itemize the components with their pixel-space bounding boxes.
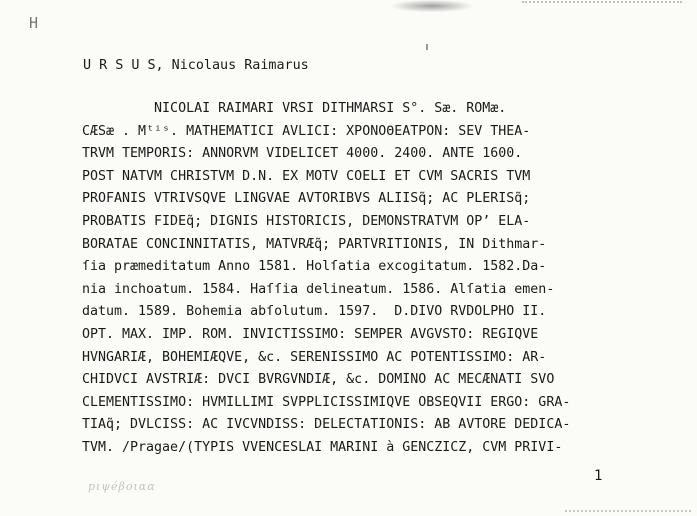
body-line: HVNGARIÆ, BOHEMIÆQVE, &c. SERENISSIMO AC POTENTISSIMO: AR- [82,349,547,365]
card-body [82,98,602,460]
ink-speck [426,44,428,50]
body-line: PROBATIS FIDEq̃; DIGNIS HISTORICIS, DEMONSTRATVM OP’ ELA- [82,213,531,229]
body-line: OPT. MAX. IMP. ROM. INVICTISSIMO: SEMPER AVGVSTO: REGIQVE [82,326,539,342]
body-line: NICOLAI RAIMARI VRSI DITHMARSI S°. Sæ. ROMæ. [82,101,507,116]
body-line: CLEMENTISSIMO: HVMILLIMI SVPPLICISSIMIQVE OBSEQVII ERGO: GRA- [82,394,571,410]
corner-mark: H [29,14,40,32]
body-line: POST NATVM CHRISTVM D.N. EX MOTV COELI ET CVM SACRIS TVM [82,168,531,184]
body-line: PROFANIS VTRIVSQVE LINGVAE AVTORIBVS ALIISq̃; AC PLERISq̃; [82,191,531,207]
body-line: datum. 1589. Bohemia abſolutum. 1597. D.DIVO RVDOLPHO II. [82,304,547,320]
card-heading: U R S U S, Nicolaus Raimarus [83,58,309,73]
perforation-top [522,1,682,8]
body-line: CHIDVCI AVSTRIÆ: DVCI BVRGVNDIÆ, &c. DOMINO AC MECÆNATI SVO [82,372,555,388]
faint-stamp: pιψéβoιαα [88,480,156,493]
body-line: BORATAE CONCINNITATIS, MATVRÆq̃; PARTVRITIONIS, IN Dithmar- [82,236,547,252]
page-number: 1 [594,468,603,484]
ink-smudge [392,0,472,12]
body-line: CÆSæ . Mᵗⁱˢ. MATHEMATICI AVLICI: XPONOΘEATPON: SEV THEA- [82,123,531,139]
body-line: TIAq̃; DVLCISS: AC IVCVNDISS: DELECTATIONIS: AB AVTORE DEDICA- [82,417,571,433]
body-line: nia inchoatum. 1584. Haſſia delineatum. 1586. Alſatia emen- [82,281,555,297]
body-line: TVM. /Pragae/(TYPIS VVENCESLAI MARINI à GENCZICZ, CVM PRIVI- [82,439,563,455]
body-line: ſia præmeditatum Anno 1581. Holſatia excogitatum. 1582.Da- [82,259,547,275]
perforation-bottom [565,510,691,514]
body-line: TRVM TEMPORIS: ANNORVM VIDELICET 4000. 2400. ANTE 1600. [82,146,523,162]
